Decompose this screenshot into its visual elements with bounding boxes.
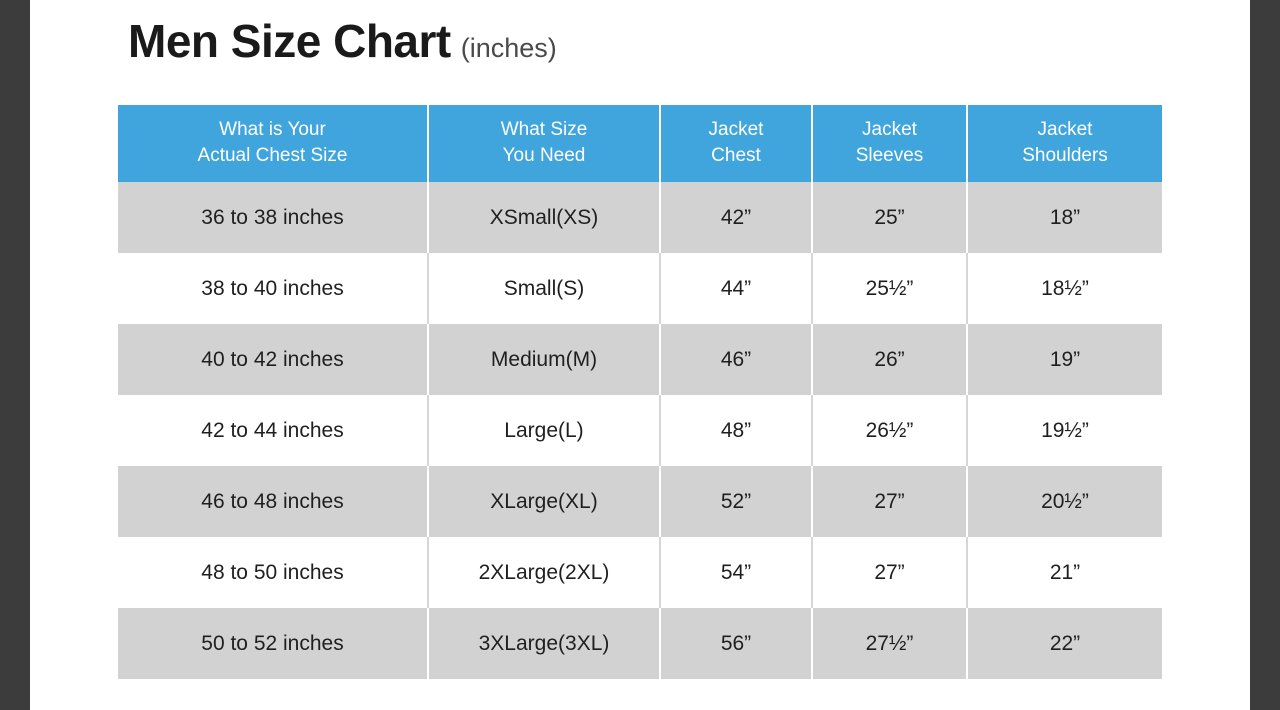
cell-jacket-sleeves: 26”: [812, 324, 967, 395]
cell-size-needed: Medium(M): [428, 324, 660, 395]
cell-jacket-chest: 44”: [660, 253, 812, 324]
cell-jacket-sleeves: 25”: [812, 182, 967, 253]
cell-jacket-sleeves: 25½”: [812, 253, 967, 324]
cell-jacket-shoulders: 20½”: [967, 466, 1162, 537]
cell-size-needed: Small(S): [428, 253, 660, 324]
cell-chest-size: 50 to 52 inches: [118, 608, 428, 679]
page-title-unit: (inches): [460, 33, 557, 63]
table-row: [118, 608, 1162, 679]
cell-jacket-sleeves: 27”: [812, 537, 967, 608]
column-header-jacket-chest: [660, 105, 812, 182]
column-header-jacket-shoulders: [967, 105, 1162, 182]
cell-jacket-chest: 56”: [660, 608, 812, 679]
column-header-size-needed: [428, 105, 660, 182]
cell-chest-size: 36 to 38 inches: [118, 182, 428, 253]
column-header-line2: Chest: [711, 144, 761, 166]
column-header-line1: Jacket: [1037, 119, 1093, 140]
cell-jacket-sleeves: 27”: [812, 466, 967, 537]
column-header-actual-chest-size: [118, 105, 428, 182]
cell-size-needed: 3XLarge(3XL): [428, 608, 660, 679]
table-row: [118, 182, 1162, 253]
table-row: [118, 466, 1162, 537]
column-header-line2: You Need: [502, 144, 586, 166]
cell-jacket-chest: 46”: [660, 324, 812, 395]
cell-size-needed: Large(L): [428, 395, 660, 466]
cell-size-needed: XLarge(XL): [428, 466, 660, 537]
cell-chest-size: 38 to 40 inches: [118, 253, 428, 324]
cell-jacket-chest: 54”: [660, 537, 812, 608]
cell-chest-size: 46 to 48 inches: [118, 466, 428, 537]
cell-jacket-chest: 52”: [660, 466, 812, 537]
cell-jacket-chest: 42”: [660, 182, 812, 253]
cell-jacket-sleeves: 26½”: [812, 395, 967, 466]
size-chart-table: [118, 105, 1162, 679]
table-header-row: [118, 105, 1162, 182]
left-gutter: [0, 0, 30, 710]
column-header-jacket-sleeves: [812, 105, 967, 182]
table-row: [118, 324, 1162, 395]
column-header-line1: Jacket: [862, 119, 917, 140]
cell-jacket-shoulders: 19½”: [967, 395, 1162, 466]
page-title-main: Men Size Chart: [128, 15, 451, 67]
column-header-line2: Actual Chest Size: [197, 144, 348, 166]
cell-jacket-shoulders: 19”: [967, 324, 1162, 395]
cell-jacket-shoulders: 18”: [967, 182, 1162, 253]
cell-jacket-shoulders: 22”: [967, 608, 1162, 679]
column-header-line1: What Size: [500, 119, 588, 140]
cell-chest-size: 48 to 50 inches: [118, 537, 428, 608]
right-gutter: [1250, 0, 1280, 710]
cell-chest-size: 40 to 42 inches: [118, 324, 428, 395]
page-title: [128, 15, 557, 67]
table-row: [118, 253, 1162, 324]
column-header-line2: Shoulders: [1022, 144, 1108, 166]
cell-size-needed: XSmall(XS): [428, 182, 660, 253]
table-row: [118, 537, 1162, 608]
column-header-line1: What is Your: [219, 119, 326, 140]
cell-jacket-shoulders: 21”: [967, 537, 1162, 608]
cell-jacket-shoulders: 18½”: [967, 253, 1162, 324]
cell-jacket-chest: 48”: [660, 395, 812, 466]
document-page: [30, 0, 1250, 710]
column-header-line1: Jacket: [708, 119, 764, 140]
cell-size-needed: 2XLarge(2XL): [428, 537, 660, 608]
column-header-line2: Sleeves: [855, 144, 924, 166]
table-row: [118, 395, 1162, 466]
cell-chest-size: 42 to 44 inches: [118, 395, 428, 466]
cell-jacket-sleeves: 27½”: [812, 608, 967, 679]
